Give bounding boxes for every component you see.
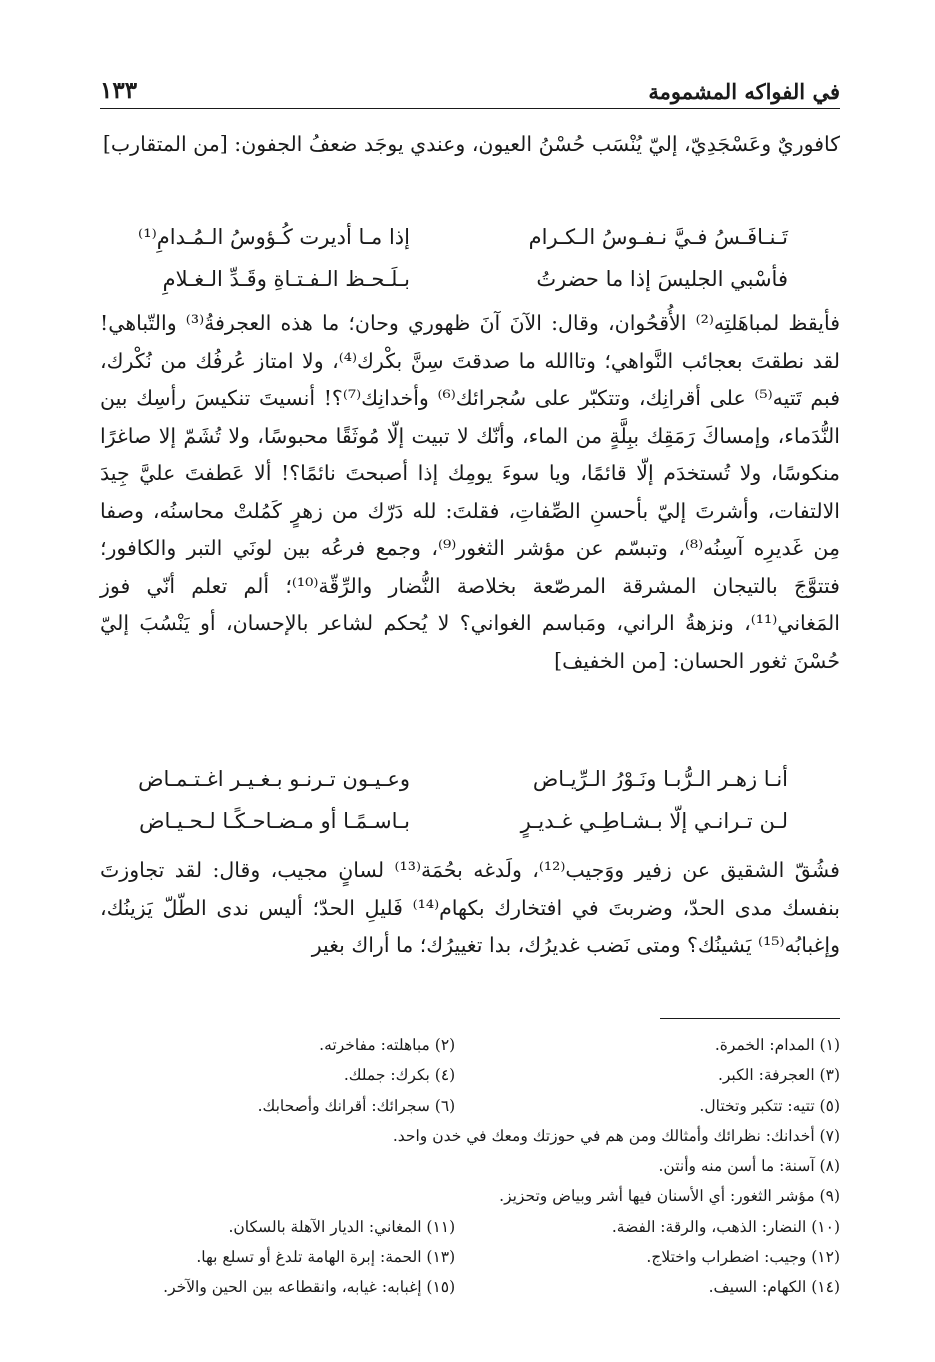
verse-line xyxy=(100,258,840,300)
verse-second-half: إذا مـا أديرت كُـؤوسُ الـمُـدامِ⁽¹⁾ xyxy=(138,225,410,249)
footnote: (١) المدام: الخمرة. xyxy=(714,1036,840,1054)
footnote: (٧) أخدانك: نظرائك وأمثالك ومن هم في حوزتك ومعك في خدن واحد. xyxy=(392,1126,840,1145)
footnote-row xyxy=(100,1242,840,1272)
verse-first-half: لـن تـرانـي إلّا بـشـاطِـي غـديـرٍ xyxy=(520,809,788,833)
footnote: (١٥) إغبابه: غيابه، وانقطاعه بين الحين والآخر. xyxy=(163,1278,456,1297)
verse-second-half: بـاسـمًـا أو مـضـاحـكًـا لـحـيـاض xyxy=(139,809,410,833)
verse-line xyxy=(100,758,840,800)
verse-first-half: تَـنـافَـسُ فـيَّ نـفـوسُ الـكـرام xyxy=(528,225,788,249)
footnote-row xyxy=(100,1272,840,1302)
verse-first-half: أنـا زهـر الـرُّبـا ونَـوْرُ الـرِّيـاض xyxy=(532,767,788,791)
poem-1 xyxy=(100,216,840,300)
footnote: (١٠) النضار: الذهب، والرقة: الفضة. xyxy=(611,1217,840,1236)
footnote: (١٣) الحمة: إبرة الهامة تلدغ أو تسلع بها. xyxy=(196,1248,456,1267)
page-header xyxy=(100,72,840,109)
footnote: (٩) مؤشر الثغور: أي الأسنان فيها أشر وبياض وتحزيز. xyxy=(499,1187,840,1206)
footnote-row xyxy=(100,1151,840,1181)
footnotes xyxy=(100,1030,840,1303)
footnote-row xyxy=(100,1212,840,1242)
footnote: (٣) العجرفة: الكبر. xyxy=(717,1066,840,1085)
footnote: (٥) تتيه: تتكبر وتختال. xyxy=(699,1096,840,1115)
verse-line xyxy=(100,800,840,842)
footnote: (١٤) الكهام: السيف. xyxy=(708,1278,840,1297)
footnote-row xyxy=(100,1181,840,1211)
footnote: (٦) سجرائك: أقرانك وأصحابك. xyxy=(257,1096,456,1115)
footnote: (٢) مباهلته: مفاخرته. xyxy=(319,1036,456,1054)
footnote-divider xyxy=(660,1018,840,1019)
footnote: (٨) آسنة: ما أسن منه وأنتن. xyxy=(658,1157,840,1176)
verse-line xyxy=(100,216,840,258)
poem-2 xyxy=(100,758,840,842)
page-number: ١٣٣ xyxy=(100,77,138,104)
verse-first-half: فأسْبي الجليسَ إذا ما حضرتُ xyxy=(536,267,788,291)
running-title: في الفواكه المشمومة xyxy=(648,79,840,104)
verse-second-half: بـلَـحـظ الـفـتـاةِ وقَـدِّ الـغـلامِ xyxy=(162,267,410,291)
footnote-row xyxy=(100,1091,840,1121)
paragraph-2: فأيقظ لمباهَلتِه⁽²⁾ الأُقحُوان، وقال: الآنَ آنَ ظهوري وحان؛ ما هذه العجرفةُ⁽³⁾ والتّباهي! لقد نطقتَ بعجائب النَّواهي؛ وتاالله ما صدقتَ سِنَّ بكْرك⁽⁴⁾، ولا امتاز عُرفُك من نُكْرك، فبم تَتيه⁽⁵⁾ على أقرانِك، وتتكبّر على سُجرائك⁽⁶⁾ وأخدانِك⁽⁷⁾؟! أنسيتَ تنكيسَ رأسِك بين النُّدَماء، وإمساكَ رَمَقِك ببِلَّةٍ من الماء، وأنّك لا تبيت إلّا مُوثَقًا محبوسًا، ولا تُشَمّ إلا صاغرًا منكوسًا، ولا تُستخدَم إلّا قائمًا، ويا سوءَ يومِك إذا أصبحتَ نائمًا؟! ألا عَطفتَ عليَّ جِيدَ الالتفات، وأشرتَ إليّ بأحسنِ الصِّفاتِ، فقلتَ: لله دَرّك من زهرٍ كَمُلتْ محاسنُه، وصفا مِن غَديرِه آسِنُه⁽⁸⁾، وتبسّم عن مؤشر الثغور⁽⁹⁾، وجمع فرعُه بين لونَي التبر والكافور؛ فتتوَّجَ بالتيجان المشرقة المرصّعة بخلاصة النُّضار والرِّقّة⁽¹⁰⁾؛ ألم تعلم أنّي فوز المَغاني⁽¹¹⁾، ونزهةُ الراني، ومَباسم الغواني؟ لا يُحكم لشاعر بالإحسان، أو يَنْسُبَ إليّ حُسْنَ ثغور الحسان: [من الخفيف] xyxy=(100,311,840,673)
footnote: (١٢) وجيب: اضطراب واختلاج. xyxy=(646,1248,840,1267)
footnote-row xyxy=(100,1060,840,1090)
footnote: (٤) بكرك: جملك. xyxy=(343,1066,456,1085)
paragraph-1: كافوريٌ وعَسْجَدِيّ، إليّ يُنْسَب حُسْنُ العيون، وعندي يوجَد ضعفُ الجفون: [من المتقارب] xyxy=(102,132,840,156)
footnote-row xyxy=(100,1030,840,1060)
paragraph-3: فشُقّ الشقيق عن زفير ووَجيب⁽¹²⁾، ولَدغه بحُمَة⁽¹³⁾ لسانٍ مجيب، وقال: لقد تجاوزتَ بنفسك مدى الحدّ، وضربتَ في افتخارك بكهام⁽¹⁴⁾ فَليلِ الحدّ؛ أليس ندى الطّلّ يَزينُك، وإغبابُه⁽¹⁵⁾ يَشينُك؟ ومتى نَضب غديرُك، بدا تغييرُك؛ ما أراك بغير xyxy=(100,858,840,957)
footnote: (١١) المغاني: الديار الآهلة بالسكان. xyxy=(228,1217,456,1236)
footnote-row xyxy=(100,1121,840,1151)
verse-second-half: وعـيـون تـرنـو بـغـيـر اغـتـمـاض xyxy=(138,767,410,791)
